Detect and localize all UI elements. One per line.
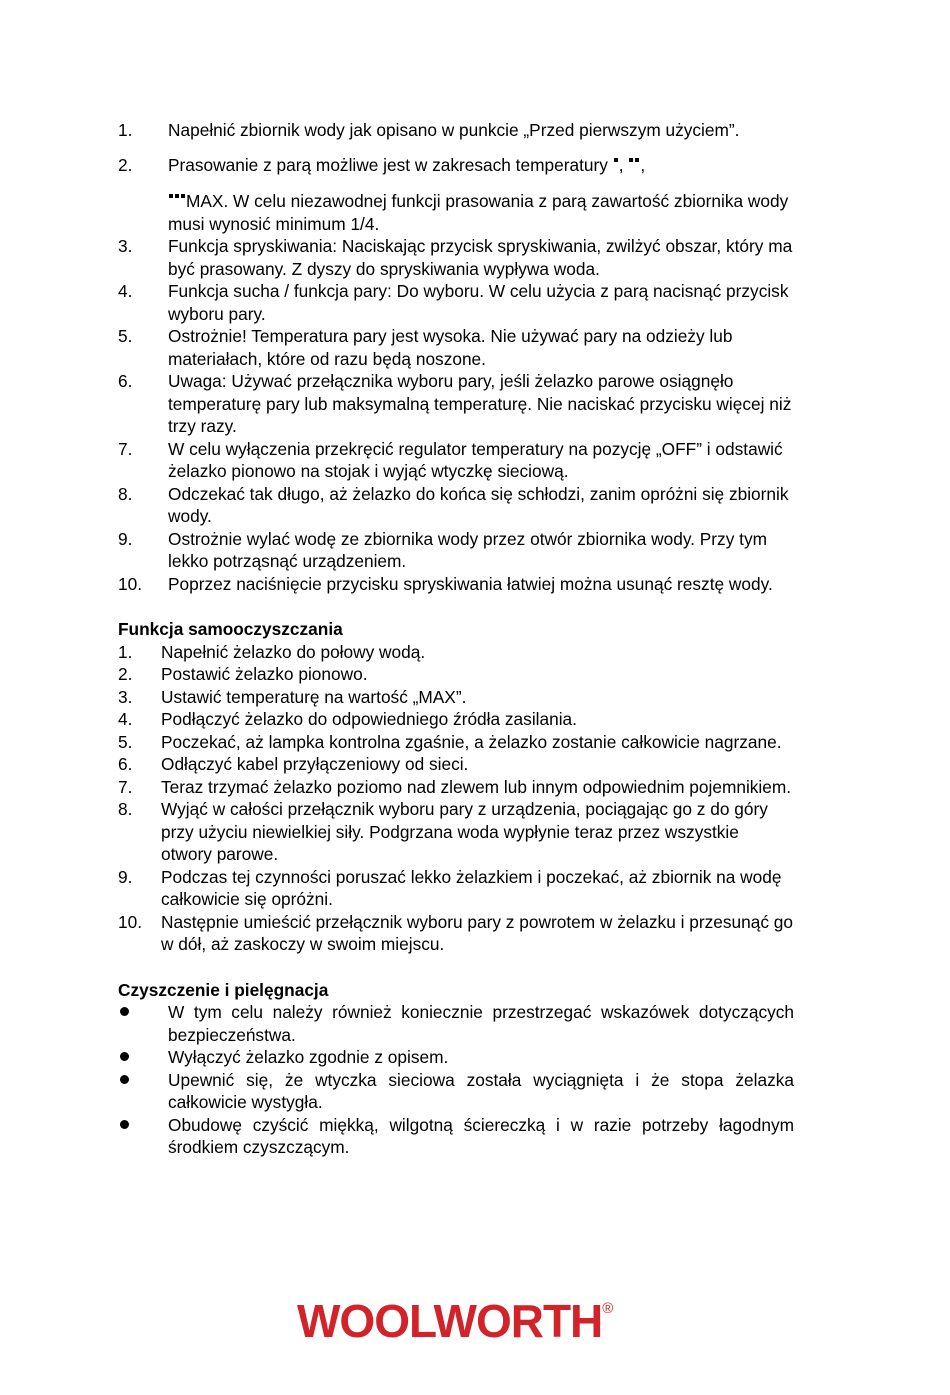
item-text: Odczekać tak długo, aż żelazko do końca się schłodzi, zanim opróżni się zbiornik wody. xyxy=(168,483,789,526)
self-cleaning-heading: Funkcja samooczyszczania xyxy=(118,619,343,639)
item-number: 10. xyxy=(118,573,143,594)
item-number: 9. xyxy=(118,866,133,887)
item-text: Uwaga: Używać przełącznika wyboru pary, jeśli żelazko parowe osiągnęło temperaturę pary lub maksymalną temperaturę. Nie naciskać przycisku więcej niż trzy razy. xyxy=(168,371,792,436)
item-number: 1. xyxy=(118,120,133,140)
item-text: Napełnić zbiornik wody jak opisano w punkcie „Przed pierwszym użyciem”. xyxy=(168,120,740,140)
bullet-item xyxy=(118,1069,794,1114)
item-number: 2. xyxy=(118,664,133,684)
bullet-icon xyxy=(120,1007,129,1016)
bullet-icon xyxy=(120,1052,129,1061)
bullet-item xyxy=(118,1001,794,1046)
item-number: 6. xyxy=(118,754,133,774)
bullet-item xyxy=(118,1114,794,1159)
usage-steps-list xyxy=(118,119,794,595)
item-number: 2. xyxy=(118,154,133,175)
item-text: Następnie umieścić przełącznik wyboru pary z powrotem w żelazku i przesunąć go w dół, aż zaskoczy w swoim miejscu. xyxy=(161,911,793,954)
logo-text: WOOLWORTH xyxy=(297,1295,603,1347)
cleaning-care-heading: Czyszczenie i pielęgnacja xyxy=(118,979,329,1000)
item-text: Odłączyć kabel przyłączeniowy od sieci. xyxy=(161,754,469,774)
item-text: Napełnić żelazko do połowy wodą. xyxy=(161,641,426,662)
bullet-icon xyxy=(120,1075,129,1084)
list-item xyxy=(118,866,794,911)
list-item xyxy=(118,708,794,731)
list-item xyxy=(118,438,794,483)
page-content xyxy=(118,119,794,1159)
bullet-icon xyxy=(120,1120,129,1129)
bullet-item xyxy=(118,1046,794,1069)
item-text: Poczekać, aż lampka kontrolna zgaśnie, a żelazko zostanie całkowicie nagrzane. xyxy=(161,731,782,752)
item-number: 1. xyxy=(118,641,133,662)
self-cleaning-list xyxy=(118,641,794,956)
list-item xyxy=(118,911,794,956)
item-number: 4. xyxy=(118,281,133,301)
item-number: 4. xyxy=(118,709,133,729)
list-item xyxy=(118,663,794,686)
item-number: 9. xyxy=(118,528,133,549)
list-item xyxy=(118,154,794,236)
list-item xyxy=(118,776,794,799)
item-text: Ustawić temperaturę na wartość „MAX”. xyxy=(161,686,467,707)
list-item xyxy=(118,483,794,528)
item-text-part-b: MAX. W celu niezawodnej funkcji prasowania z parą zawartość zbiornika wody musi wynosić minimum 1/4. xyxy=(168,191,789,234)
list-item xyxy=(118,641,794,664)
list-item xyxy=(118,235,794,280)
item-text: Postawić żelazko pionowo. xyxy=(161,664,368,684)
registered-mark: ® xyxy=(602,1300,614,1317)
item-number: 5. xyxy=(118,326,133,346)
item-text: Wyłączyć żelazko zgodnie z opisem. xyxy=(168,1047,449,1067)
item-text: Upewnić się, że wtyczka sieciowa została wyciągnięta i że stopa żelazka całkowicie wystygła. xyxy=(168,1069,794,1112)
list-item xyxy=(118,528,794,573)
item-text-part-a: Prasowanie z parą możliwe jest w zakresach temperatury xyxy=(168,154,608,175)
item-number: 3. xyxy=(118,236,133,256)
list-item xyxy=(118,753,794,776)
item-text: Podłączyć żelazko do odpowiedniego źródła zasilania. xyxy=(161,709,577,729)
list-item xyxy=(118,280,794,325)
item-number: 3. xyxy=(118,686,133,707)
item-text: Funkcja sucha / funkcja pary: Do wyboru. W celu użycia z parą nacisnąć przycisk wyboru pary. xyxy=(168,281,789,324)
item-text: W celu wyłączenia przekręcić regulator temperatury na pozycję „OFF” i odstawić żelazko pionowo na stojak i wyjąć wtyczkę sieciową. xyxy=(168,438,783,481)
item-number: 5. xyxy=(118,731,133,752)
item-text: W tym celu należy również koniecznie przestrzegać wskazówek dotyczących bezpieczeństwa. xyxy=(168,1002,794,1045)
item-text: Obudowę czyścić miękką, wilgotną ściereczką i w razie potrzeby łagodnym środkiem czyszczącym. xyxy=(168,1114,794,1157)
list-item xyxy=(118,325,794,370)
two-dot-temp-icon xyxy=(628,155,640,175)
item-text: Poprzez naciśnięcie przycisku spryskiwania łatwiej można usunąć resztę wody. xyxy=(168,573,773,594)
separator: , xyxy=(618,154,624,175)
item-text: Funkcja spryskiwania: Naciskając przycisk spryskiwania, zwilżyć obszar, który ma być prasowany. Z dyszy do spryskiwania wypływa woda. xyxy=(168,236,793,279)
woolworth-logo xyxy=(297,1284,627,1347)
list-item xyxy=(118,370,794,438)
list-item xyxy=(118,573,794,596)
cleaning-care-list xyxy=(118,1001,794,1159)
item-text xyxy=(168,154,794,236)
list-item xyxy=(118,798,794,866)
list-item xyxy=(118,686,794,709)
item-text: Wyjąć w całości przełącznik wyboru pary z urządzenia, pociągając go z do góry przy użyciu niewielkiej siły. Podgrzana woda wypłynie teraz przez wszystkie otwory parowe. xyxy=(161,799,768,864)
separator: , xyxy=(640,154,646,175)
three-dot-temp-icon xyxy=(168,191,186,211)
item-number: 8. xyxy=(118,799,133,819)
item-number: 8. xyxy=(118,483,133,504)
item-text: Podczas tej czynności poruszać lekko żelazkiem i poczekać, aż zbiornik na wodę całkowicie się opróżni. xyxy=(161,866,782,909)
item-text: Ostrożnie! Temperatura pary jest wysoka. Nie używać pary na odzieży lub materiałach, które od razu będą noszone. xyxy=(168,326,733,369)
item-number: 10. xyxy=(118,911,143,932)
list-item xyxy=(118,731,794,754)
item-text: Ostrożnie wylać wodę ze zbiornika wody przez otwór zbiornika wody. Przy tym lekko potrząsnąć urządzeniem. xyxy=(168,528,767,571)
list-item xyxy=(118,119,794,142)
item-number: 7. xyxy=(118,776,133,797)
item-number: 6. xyxy=(118,371,133,391)
item-number: 7. xyxy=(118,438,133,459)
item-text: Teraz trzymać żelazko poziomo nad zlewem lub innym odpowiednim pojemnikiem. xyxy=(161,776,792,797)
